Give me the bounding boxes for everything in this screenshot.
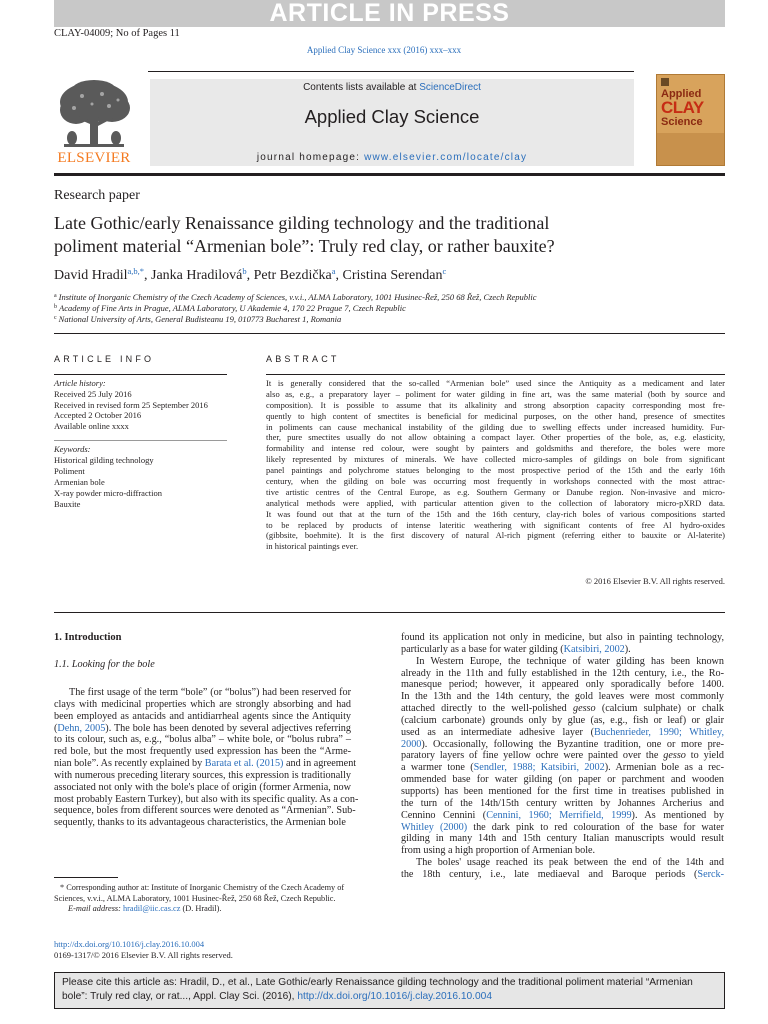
- citation-prefix: bole”: Truly red clay, or rat..., Appl. Clay Sci. (2016),: [62, 991, 298, 1002]
- citation-box: [54, 972, 725, 1009]
- footnote-line: * Corresponding author at: Institute of Inorganic Chemistry of the Czech Academy of: [60, 883, 345, 892]
- history-item: Received in revised form 25 September 2016: [54, 399, 208, 410]
- abstract-rule: [266, 374, 725, 375]
- abstract-copyright: © 2016 Elsevier B.V. All rights reserved.: [585, 576, 725, 586]
- abstract-line: century, when the gilding on bole was occurring most frequently in workshops connected with the most attrac-: [266, 476, 725, 487]
- issn-line: 0169-1317/© 2016 Elsevier B.V. All rights reserved.: [54, 950, 233, 960]
- author-list: [54, 266, 446, 284]
- body-line: from using a high proportion of Armenian bole.: [401, 845, 596, 857]
- affiliation-a: [54, 292, 537, 302]
- affiliation-b: [54, 303, 406, 313]
- abstract-line: also as, e.g., a preparatory layer – poliment for water gilding in fine art, was the same material (both by source and: [266, 388, 725, 399]
- contents-prefix: Contents lists available at: [303, 82, 420, 93]
- keyword: X-ray powder micro-diffraction: [54, 487, 162, 498]
- corresponding-author-footnote: [54, 883, 351, 915]
- body-line: the turn of the 14th/15th century written by Johannes Archerius and: [401, 797, 724, 809]
- body-line: The boles' usage reached its peak between the end of the 14th and: [416, 857, 724, 869]
- body-line: In Western Europe, the technique of water gilding has been known: [416, 655, 724, 667]
- cover-title-clay: CLAY: [661, 98, 704, 117]
- body-line: [401, 750, 724, 762]
- journal-name[interactable]: Applied Clay Science: [304, 106, 480, 127]
- elsevier-wordmark: ELSEVIER: [57, 150, 131, 166]
- body-line: [401, 822, 724, 834]
- reference-link[interactable]: Barata et al. (2015): [204, 758, 284, 770]
- affiliations-rule: [54, 333, 725, 334]
- line-text: Cennino Cennini (: [401, 809, 487, 821]
- body-line: already in the 11th and fully established in the 12th century, i.e., the Ro-: [401, 667, 724, 679]
- article-in-press-banner: ARTICLE IN PRESS: [54, 0, 725, 27]
- body-line: [401, 739, 724, 751]
- affiliation-mark: a: [54, 293, 57, 299]
- affiliation-mark: c: [54, 315, 57, 321]
- article-info-heading: ARTICLE INFO: [54, 354, 155, 364]
- reference-link[interactable]: Cennini, 1960; Merrifield, 1999: [486, 809, 632, 821]
- abstract-line: ther, pure smectites usually do not allow obtaining a compact layer. Other properties of the bole, as, e.g. elasticity,: [266, 432, 725, 443]
- body-line: (calcium carbonate) grounds only by glue (as, e.g., fish or leaf) or glair: [401, 714, 724, 726]
- line-text: paratory layers of fine yellow ochre were painted over the: [401, 750, 664, 762]
- history-label: Article history:: [54, 378, 106, 388]
- cover-title-applied: Applied: [661, 88, 702, 100]
- citation-doi-link[interactable]: http://dx.doi.org/10.1016/j.clay.2016.10.004: [297, 991, 493, 1002]
- abstract-bottom-rule: [54, 612, 725, 613]
- abstract-line: It was found out that at the turn of the 15th and the 16th century, clay-rich boles of various compositions started: [266, 508, 725, 519]
- paper-title: [54, 212, 674, 258]
- title-line: Late Gothic/early Renaissance gilding technology and the traditional: [54, 213, 550, 233]
- abstract-line: likely represented by mixtures of minerals. We have collected micro-samples of gildings on bole from significant: [266, 454, 725, 465]
- citation-line: [62, 990, 717, 1004]
- body-line: [401, 703, 724, 715]
- line-text: particularly as a base for water gilding (: [401, 643, 564, 655]
- header-top-rule: [148, 71, 634, 72]
- body-line: associated not only with the bole's place of origin (former Armenia, now: [54, 781, 351, 793]
- body-line: In the 13th and the 14th century, the gold leaves were most commonly: [401, 691, 724, 703]
- author-affiliation-mark[interactable]: a,b,*: [127, 266, 145, 276]
- abstract-line: tive artistic centres of the Central Europe, as e.g. Southern Germany or Danube region. Non-invasive and micro-: [266, 486, 725, 497]
- body-line: [401, 644, 724, 656]
- line-text: (calcium sulphate) or chalk: [595, 703, 725, 715]
- author-name[interactable]: Cristina Serendan: [342, 268, 443, 283]
- body-line: [401, 727, 724, 739]
- citation-line: Please cite this article as: Hradil, D., et al., Late Gothic/early Renaissance gilding technology and the traditional poliment material “Armenian: [62, 977, 693, 988]
- abstract-line: formability and intense red colour, were sought by painters and goldsmiths and therefore, the boles were more: [266, 443, 725, 454]
- body-line: [54, 758, 357, 770]
- doi-block: [54, 939, 233, 961]
- line-text: to yield: [685, 750, 724, 762]
- body-column-right: [401, 632, 724, 881]
- italic-term: gesso: [663, 750, 686, 762]
- reference-link[interactable]: Sendler, 1988; Katsibiri, 2002: [473, 762, 605, 774]
- cover-title-science: Science: [661, 116, 703, 128]
- body-line: manesque period; however, it appeared only sporadically before 1400.: [401, 679, 724, 691]
- body-line: ommended base for water gilding (on paper or parchment and wooden: [401, 774, 724, 786]
- line-text: ).: [624, 643, 631, 655]
- title-line: poliment material “Armenian bole”: Truly red clay, or rather bauxite?: [54, 236, 555, 256]
- footnote-email-line: [54, 904, 351, 915]
- body-line: gilding in many 14th and 15th century Italian manuscripts would result: [401, 833, 724, 845]
- line-text: ). Occasionally, following the Byzantine tradition, one or more pre-: [421, 738, 724, 750]
- sciencedirect-link[interactable]: ScienceDirect: [419, 82, 481, 93]
- keyword-list: [54, 444, 227, 509]
- journal-reference-link[interactable]: Applied Clay Science xxx (2016) xxx–xxx: [306, 45, 462, 55]
- history-item: Received 25 July 2016: [54, 388, 132, 399]
- keyword: Poliment: [54, 465, 85, 476]
- article-info-rule: [54, 374, 227, 375]
- author-name[interactable]: Janka Hradilová: [151, 268, 243, 283]
- author-separator: ,: [246, 268, 254, 283]
- affiliation-text: National University of Arts, General Budisteanu 19, 010773 Bucharest 1, Romania: [58, 314, 342, 324]
- cover-logo-icon: [661, 78, 669, 86]
- section-heading-introduction: 1. Introduction: [54, 632, 122, 643]
- author-separator: ,: [144, 268, 152, 283]
- body-line: sequence, boles from different sources were denoted as “Armenian”. Sub-: [54, 805, 356, 817]
- abstract-line: (gibbsite, boehmite). It is the first discovery of natural Al-rich pigment (referring either to bauxite or Al-laterite): [266, 530, 725, 541]
- keyword: Bauxite: [54, 498, 81, 509]
- abstract-line: quently to high content of smectites is beneficial for medicinal purposes, on the other hand, presence of smectites: [266, 410, 725, 421]
- author-affiliation-mark[interactable]: b: [242, 266, 247, 276]
- subsection-heading: 1.1. Looking for the bole: [54, 659, 155, 670]
- line-text: a warmer tone (: [401, 762, 474, 774]
- line-text: the 18th century, i.e., late mediaeval and Baroque periods (: [401, 868, 698, 880]
- body-line: red bole, but the most frequently used expression has been the “Arme-: [54, 746, 351, 758]
- abstract-line: composition). It is possible to assume that its alkalinity and strong absorption capacity corresponding most fre-: [266, 399, 725, 410]
- author-name[interactable]: David Hradil: [54, 268, 128, 283]
- footnote-line: Sciences, v.v.i., ALMA Laboratory, 1001 Husinec-Řež, 250 68 Řež, Czech Republic.: [54, 893, 336, 903]
- article-history: [54, 378, 227, 432]
- abstract-line: analytical methods were applied, with particular attention given to the collection of laboratory micro-pXRD data.: [266, 497, 725, 508]
- email-suffix: (D. Hradil).: [180, 904, 222, 914]
- body-line: clays with medicinal properties which are strongly absorbing and had: [54, 698, 351, 710]
- abstract-line: in poliments can cause mechanical instability of the gilding due to swelling effects under increased humidity. Fur-: [266, 421, 725, 432]
- contents-lists-line: [150, 82, 634, 93]
- affiliation-mark: b: [54, 304, 57, 310]
- line-text: ). As mentioned by: [631, 809, 724, 821]
- reference-link[interactable]: Katsibiri, 2002: [563, 643, 625, 655]
- article-id: CLAY-04009; No of Pages 11: [54, 28, 180, 39]
- body-line: supports) has been mentioned for the first time in treatises published in: [401, 785, 724, 797]
- keywords-rule: [54, 440, 227, 441]
- journal-homepage-line: [150, 152, 634, 163]
- abstract-line: in historical paintings ever.: [266, 541, 359, 552]
- history-item: Available online xxxx: [54, 421, 129, 432]
- reference-link[interactable]: Serck-: [697, 868, 724, 880]
- line-text: used as an intermediate adhesive layer (: [401, 726, 594, 738]
- line-text: the dark pink to red colouration of the base for water: [467, 821, 724, 833]
- email-label: E-mail address:: [68, 904, 123, 914]
- body-column-left: [54, 687, 359, 829]
- journal-cover-thumbnail[interactable]: [656, 74, 725, 166]
- body-line: to its colour, such as, e.g., “bolus alba” – white bole, or “bolus rubra” –: [54, 734, 351, 746]
- body-line: [401, 869, 724, 881]
- doi-link[interactable]: http://dx.doi.org/10.1016/j.clay.2016.10.004: [54, 939, 205, 949]
- author-separator: ,: [335, 268, 343, 283]
- footnote-rule: [54, 877, 118, 878]
- reference-link[interactable]: 2000: [401, 738, 422, 750]
- line-text: attached directly to the well-polished: [401, 703, 573, 715]
- body-line: found its application not only in medicine, but also in painting technology,: [401, 632, 724, 643]
- body-line: with numerous preceding literary sources, this expression is traditionally: [54, 769, 351, 781]
- journal-homepage-link[interactable]: www.elsevier.com/locate/clay: [364, 152, 528, 163]
- abstract-text: [266, 378, 725, 552]
- body-line: sequently, thanks to its advantageous characteristics, the Armenian bole: [54, 817, 346, 829]
- body-line: The first usage of the term “bole” (or “bolus”) had been reserved for: [69, 687, 351, 698]
- abstract-line: panel paintings and polychrome statues belonging to the most prospective period of the 15th and the early 16th: [266, 465, 725, 476]
- keywords-label: Keywords:: [54, 444, 91, 454]
- author-affiliation-mark[interactable]: c: [442, 266, 447, 276]
- reference-link[interactable]: Dehn, 2005: [57, 722, 106, 734]
- keyword: Armenian bole: [54, 476, 105, 487]
- abstract-line: to be replaced by products of intense lateritic weathering with significant contents of free Al hydro-oxides: [266, 519, 725, 530]
- affiliation-text: Institute of Inorganic Chemistry of the Czech Academy of Sciences, v.v.i., ALMA Laboratory, 1001 Husinec-Řež, 250 68 Řež, Czech Republic: [58, 292, 537, 302]
- body-line: [401, 810, 724, 822]
- line-text: (: [54, 722, 58, 734]
- history-item: Accepted 2 October 2016: [54, 410, 142, 421]
- affiliation-c: [54, 314, 341, 324]
- cover-band: [657, 133, 725, 166]
- homepage-prefix: journal homepage:: [256, 152, 365, 163]
- paper-type: Research paper: [54, 188, 140, 203]
- reference-link[interactable]: Buchenrieder, 1990; Whitley,: [593, 726, 724, 738]
- affiliation-text: Academy of Fine Arts in Prague, ALMA Laboratory, U Akademie 4, 170 22 Prague 7, Czech Republic: [59, 303, 406, 313]
- line-text: ). Armenian bole as a rec-: [604, 762, 724, 774]
- body-line: [401, 762, 724, 774]
- line-text: nian bole”. As recently explained by: [54, 758, 205, 770]
- line-text: ). The bole has been denoted by several adjectives referring: [105, 722, 351, 734]
- header-bottom-rule: [54, 173, 725, 176]
- italic-term: gesso: [572, 703, 596, 715]
- body-line: most probably Eastern Turkey), but also with its specific quality. As a con-: [54, 793, 359, 805]
- reference-link[interactable]: Whitley (2000): [401, 821, 468, 833]
- abstract-heading: ABSTRACT: [266, 354, 340, 364]
- author-name[interactable]: Petr Bezdička: [253, 268, 332, 283]
- keyword: Historical gilding technology: [54, 454, 154, 465]
- abstract-line: It is generally considered that the so-called “Armenian bole” used since the Antiquity as a medicament and later: [266, 378, 725, 388]
- body-line: been employed as antacids and antidiarrheal agents since the Antiquity: [54, 710, 351, 722]
- email-link[interactable]: hradil@iic.cas.cz: [123, 904, 181, 914]
- author-affiliation-mark[interactable]: a: [331, 266, 336, 276]
- line-text: and in agreement: [283, 758, 357, 770]
- body-line: [54, 723, 351, 735]
